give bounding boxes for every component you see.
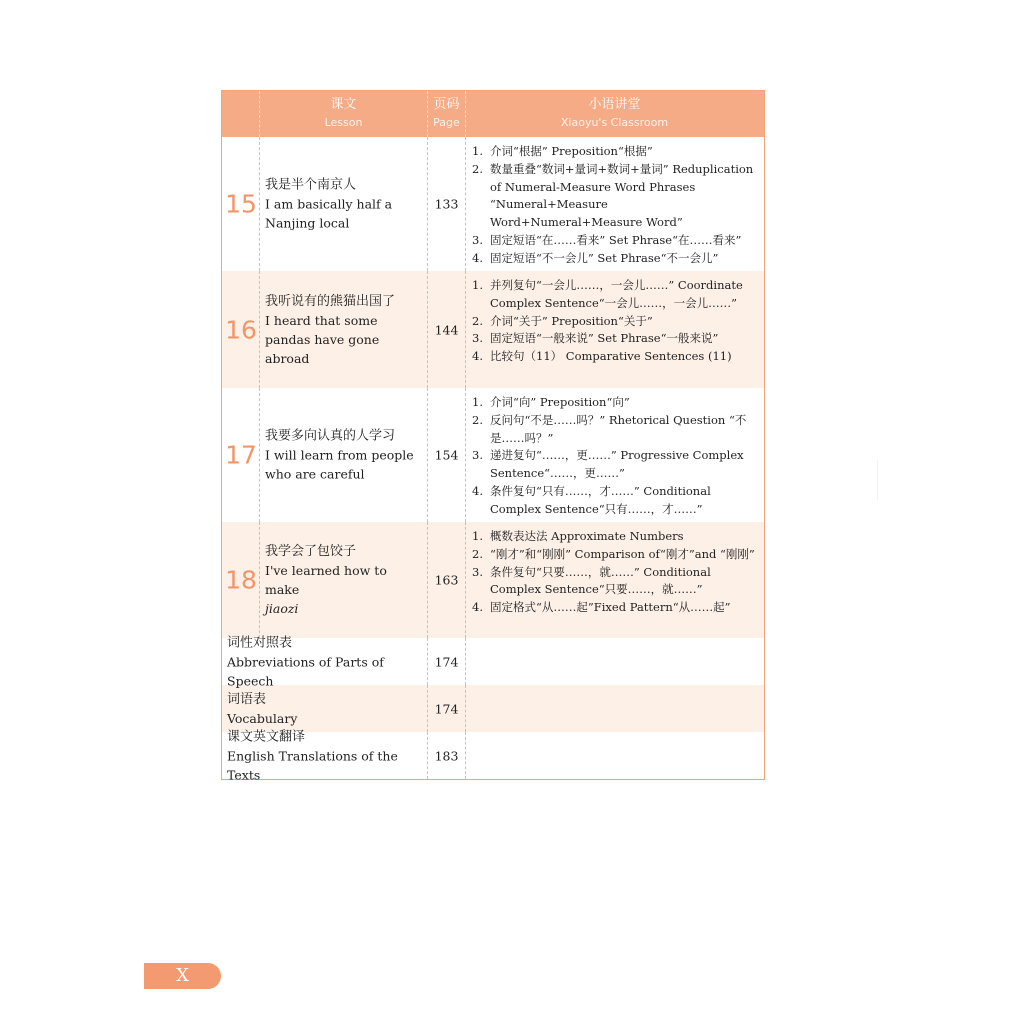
note-item: 2. 反问句“不是……吗？” Rhetorical Question “不是……吗？” — [472, 412, 747, 445]
note-item: 4. 比较句（11） Comparative Sentences (11) — [472, 349, 732, 364]
notes-list — [466, 271, 763, 370]
appendix-title-zh: 课文英文翻译 — [227, 729, 306, 744]
note-item: 1. 介词“根据” Preposition“根据” — [472, 144, 653, 158]
lesson-notes-cell — [466, 271, 763, 388]
lesson-title-en: I will learn from people who are careful — [265, 447, 414, 482]
lesson-title-cell — [260, 137, 428, 271]
note-item: 4. 固定格式“从……起”Fixed Pattern“从……起” — [472, 600, 731, 615]
appendix-page: 174 — [434, 654, 459, 669]
note-item: 4. 条件复句“只有……，才……” Conditional Complex Sentence“只有……，才……” — [472, 483, 711, 516]
lesson-title-zh: 我是半个南京人 — [265, 177, 357, 193]
note-item: 2. 数量重叠“数词+量词+数词+量词” Reduplication of Numeral-Measure Word Phrases “Numeral+Measure Word+Numeral+Measure Word” — [472, 161, 754, 230]
appendix-page: 174 — [434, 701, 459, 716]
notes-list — [466, 137, 763, 272]
table-of-contents — [221, 90, 765, 780]
lesson-page-cell — [428, 271, 466, 388]
note-item: 3. 递进复句“……，更……” Progressive Complex Sentence“……，更……” — [472, 448, 744, 481]
appendix-row[interactable] — [222, 729, 764, 782]
appendix-row[interactable] — [222, 685, 764, 732]
note-item: 3. 固定短语“一般来说” Set Phrase“一般来说” — [472, 331, 719, 346]
lesson-row[interactable] — [222, 137, 764, 271]
appendix-title-en: Vocabulary — [227, 710, 298, 726]
lesson-number-cell — [222, 271, 260, 388]
lesson-notes-cell — [466, 388, 763, 522]
note-item: 2. “刚才”和“刚刚” Comparison of“刚才”and “刚刚” — [472, 546, 755, 561]
page-number: X — [176, 965, 189, 986]
lesson-title-en: I heard that some pandas have gone abroad — [265, 312, 380, 366]
appendix-title-en: English Translations of the Texts — [227, 748, 398, 782]
appendix-page-cell — [428, 685, 466, 732]
header-page-en: Page — [433, 116, 460, 129]
lesson-number: 15 — [225, 189, 257, 219]
lesson-title-zh: 我听说有的熊猫出国了 — [265, 293, 396, 309]
lesson-page-cell — [428, 137, 466, 271]
appendix-empty-cell — [466, 685, 763, 732]
lesson-number: 16 — [225, 315, 257, 344]
lesson-page: 133 — [434, 196, 459, 212]
appendix-page-cell — [428, 732, 466, 779]
lesson-title-en-italic: jiaozi — [265, 601, 299, 616]
lesson-row[interactable] — [222, 522, 764, 638]
lesson-row[interactable] — [222, 388, 764, 522]
appendix-title-cell — [222, 685, 428, 732]
lesson-page: 154 — [434, 447, 459, 463]
appendix-empty-cell — [466, 638, 763, 685]
note-item: 1. 并列复句“一会儿……，一会儿……” Coordinate Complex Sentence“一会儿……，一会儿……” — [472, 278, 743, 310]
lesson-page: 144 — [434, 322, 459, 337]
lesson-title-cell — [260, 522, 428, 638]
header-lesson-zh: 课文 — [330, 97, 357, 112]
appendix-page: 183 — [434, 748, 459, 763]
page-number-tab — [144, 963, 221, 989]
table-header — [222, 91, 764, 137]
notes-list — [466, 522, 763, 621]
appendix-title-cell — [222, 635, 428, 688]
lesson-title-cell — [260, 388, 428, 522]
lesson-title-zh: 我要多向认真的人学习 — [265, 428, 396, 444]
header-classroom-zh: 小语讲堂 — [588, 97, 641, 112]
appendix-title-cell — [222, 729, 428, 782]
note-item: 1. 介词“向” Preposition“向” — [472, 395, 630, 409]
lesson-number: 18 — [225, 565, 257, 595]
header-page-zh: 页码 — [433, 97, 460, 112]
note-item: 3. 条件复句“只要……，就……” Conditional Complex Sentence“只要……，就……” — [472, 564, 711, 597]
lesson-title-zh: 我学会了包饺子 — [265, 544, 357, 559]
lesson-title-en: I am basically half a Nanjing local — [265, 196, 393, 231]
lesson-title-en: I've learned how to make — [265, 563, 387, 597]
note-item: 1. 概数表达法 Approximate Numbers — [472, 529, 684, 543]
header-spacer — [222, 91, 260, 137]
appendix-empty-cell — [466, 732, 763, 779]
appendix-title-zh: 词语表 — [227, 691, 267, 707]
lesson-page: 163 — [434, 572, 459, 588]
lesson-notes-cell — [466, 522, 763, 638]
lesson-number: 17 — [225, 440, 257, 470]
lesson-row[interactable] — [222, 271, 764, 388]
header-page — [428, 91, 466, 137]
lesson-page-cell — [428, 388, 466, 522]
appendix-page-cell — [428, 638, 466, 685]
note-item: 3. 固定短语“在……看来” Set Phrase“在……看来” — [472, 232, 742, 247]
notes-list — [466, 388, 763, 523]
lesson-number-cell — [222, 388, 260, 522]
header-lesson — [260, 91, 428, 137]
lesson-page-cell — [428, 522, 466, 638]
lesson-number-cell — [222, 522, 260, 638]
header-classroom — [466, 91, 763, 137]
scan-mark — [877, 460, 878, 500]
appendix-title-en: Abbreviations of Parts of Speech — [227, 654, 384, 688]
note-item: 4. 固定短语“不一会儿” Set Phrase“不一会儿” — [472, 250, 719, 265]
note-item: 2. 介词“关于” Preposition“关于” — [472, 313, 653, 328]
appendix-row[interactable] — [222, 635, 764, 688]
lesson-title-cell — [260, 271, 428, 388]
header-lesson-en: Lesson — [324, 116, 363, 129]
lesson-notes-cell — [466, 137, 763, 271]
lesson-number-cell — [222, 137, 260, 271]
appendix-title-zh: 词性对照表 — [227, 635, 293, 650]
header-classroom-en: Xiaoyu's Classroom — [560, 116, 669, 129]
